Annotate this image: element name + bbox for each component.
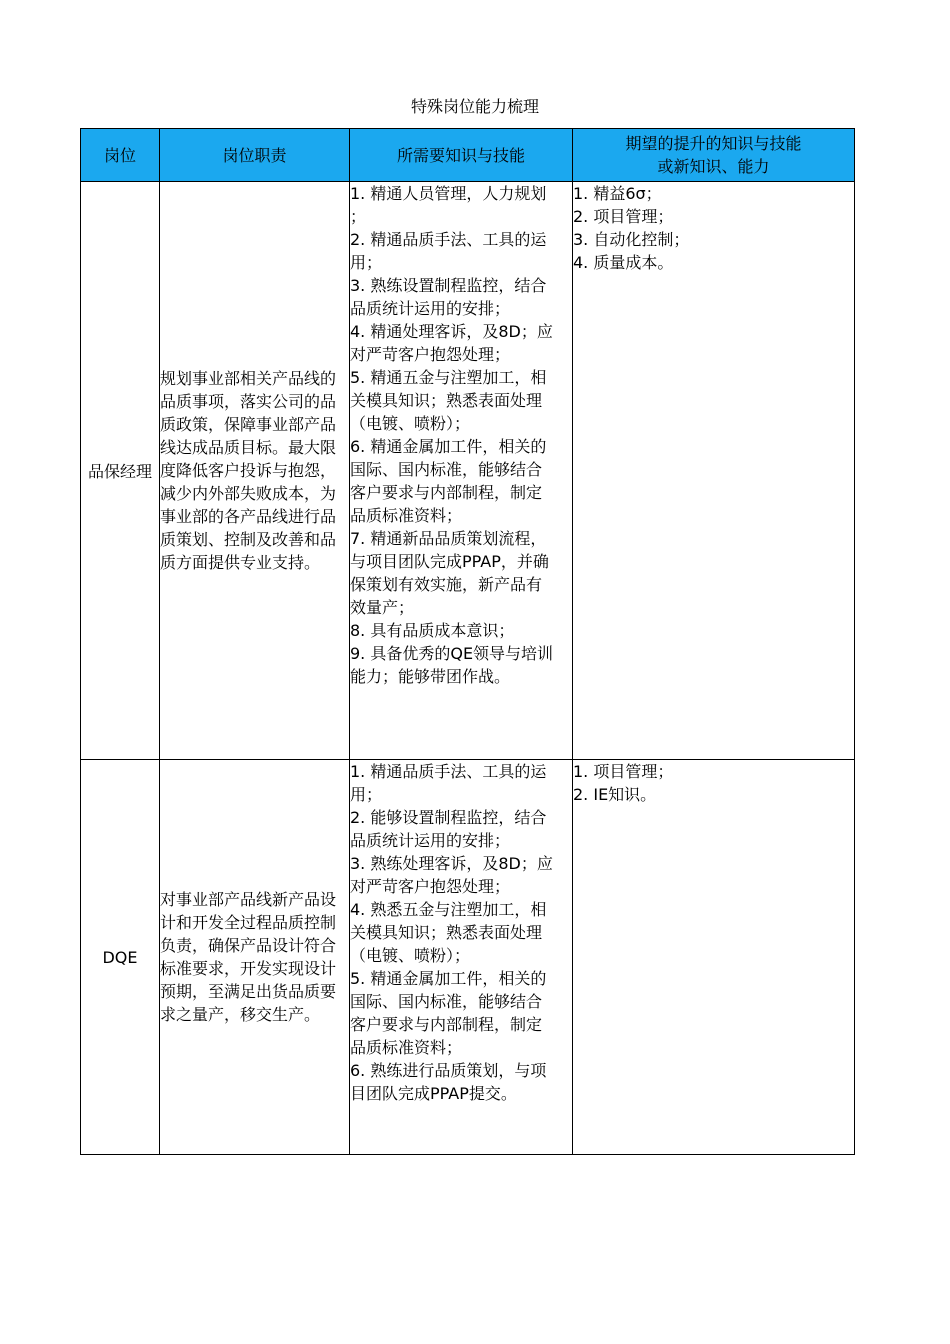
position-cell: DQE (81, 760, 160, 1155)
text-line: 5. 精通五金与注塑加工，相 (350, 368, 547, 387)
text-line: 4. 精通处理客诉，及8D；应 (350, 322, 553, 341)
text-line: 国际、国内标准，能够结合 (350, 460, 543, 479)
text-line: 对严苛客户抱怨处理； (350, 345, 511, 364)
text-line: 品质标准资料； (350, 1038, 463, 1057)
text-line: 对严苛客户抱怨处理； (350, 877, 511, 896)
text-line: 8. 具有品质成本意识； (350, 621, 515, 640)
text-line: 能力；能够带团作战。 (350, 667, 511, 686)
text-line: 品质统计运用的安排； (350, 299, 511, 318)
text-line: 关模具知识；熟悉表面处理 (350, 391, 543, 410)
text-line: 用； (350, 253, 383, 272)
text-line: 客户要求与内部制程，制定 (350, 1015, 543, 1034)
header-expected (573, 129, 855, 182)
text-line: 5. 精通金属加工件，相关的 (350, 969, 547, 988)
expected-cell (573, 760, 855, 1155)
text-line: 2. 项目管理； (573, 207, 674, 226)
text-line: 4. 质量成本。 (573, 253, 674, 272)
text-line: 保策划有效实施，新产品有 (350, 575, 543, 594)
text-line: （电镀、喷粉）； (350, 946, 471, 965)
duty-cell: 规划事业部相关产品线的品质事项，落实公司的品质政策，保障事业部产品线达成品质目标。最大限度降低客户投诉与抱怨，减少内外部失败成本，为事业部的各产品线进行品质策划、控制及改善和品质方面提供专业支持。 (160, 182, 350, 760)
text-line: 2. IE知识。 (573, 785, 657, 804)
text-line: 2. 精通品质手法、工具的运 (350, 230, 547, 249)
text-line: 7. 精通新品品质策划流程， (350, 529, 547, 548)
text-line: 1. 精通品质手法、工具的运 (350, 762, 547, 781)
text-line: 客户要求与内部制程，制定 (350, 483, 543, 502)
position-cell: 品保经理 (81, 182, 160, 760)
required-cell (350, 760, 573, 1155)
header-duty: 岗位职责 (160, 129, 350, 182)
text-line: 9. 具备优秀的QE领导与培训 (350, 644, 554, 663)
text-line: 2. 能够设置制程监控，结合 (350, 808, 547, 827)
table-row (81, 182, 855, 760)
header-expected-line-1: 期望的提升的知识与技能 (625, 134, 802, 153)
text-line: 4. 熟悉五金与注塑加工，相 (350, 900, 547, 919)
text-line: 1. 项目管理； (573, 762, 674, 781)
expected-cell (573, 182, 855, 760)
text-line: （电镀、喷粉）； (350, 414, 471, 433)
capability-table (80, 128, 855, 1155)
header-row (81, 129, 855, 182)
text-line: 6. 熟练进行品质策划，与项 (350, 1061, 547, 1080)
text-line: 用； (350, 785, 383, 804)
text-line: 3. 自动化控制； (573, 230, 690, 249)
text-line: 3. 熟练处理客诉，及8D；应 (350, 854, 553, 873)
page-title: 特殊岗位能力梳理 (410, 97, 539, 116)
header-required: 所需要知识与技能 (350, 129, 573, 182)
text-line: 效量产； (350, 598, 415, 617)
header-expected-line-2: 或新知识、能力 (657, 157, 770, 176)
text-line: 品质统计运用的安排； (350, 831, 511, 850)
required-cell (350, 182, 573, 760)
table-row (81, 760, 855, 1155)
text-line: 1. 精益6σ； (573, 184, 662, 203)
text-line: 1. 精通人员管理，人力规划 (350, 184, 547, 203)
text-line: 3. 熟练设置制程监控，结合 (350, 276, 547, 295)
text-line: 国际、国内标准，能够结合 (350, 992, 543, 1011)
text-line: 目团队完成PPAP提交。 (350, 1084, 517, 1103)
text-line: 与项目团队完成PPAP，并确 (350, 552, 549, 571)
text-line: 6. 精通金属加工件，相关的 (350, 437, 547, 456)
header-position: 岗位 (81, 129, 160, 182)
text-line: 关模具知识；熟悉表面处理 (350, 923, 543, 942)
text-line: ； (350, 207, 367, 226)
duty-cell: 对事业部产品线新产品设计和开发全过程品质控制负责，确保产品设计符合标准要求，开发实现设计预期，至满足出货品质要求之量产，移交生产。 (160, 760, 350, 1155)
text-line: 品质标准资料； (350, 506, 463, 525)
